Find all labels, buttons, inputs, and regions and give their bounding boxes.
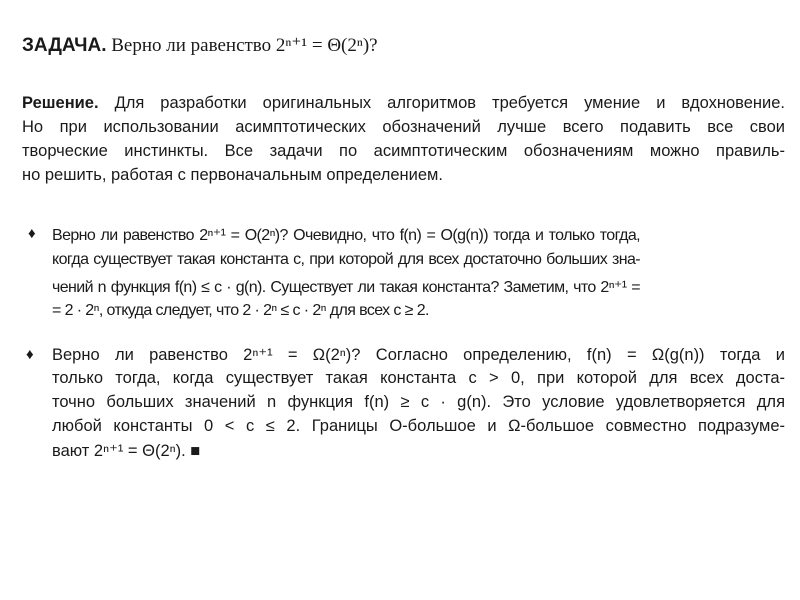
bullet2-line-2: только тогда, когда существует такая константа c > 0, при которой для всех доста- bbox=[52, 369, 785, 387]
solution-label: Решение. bbox=[22, 94, 99, 112]
solution-line-1 bbox=[22, 94, 785, 113]
solution-line-3: творческие инстинкты. Все задачи по асимптотическим обозначениям можно правиль- bbox=[22, 142, 785, 160]
diamond-bullet-icon: ♦ bbox=[26, 347, 34, 363]
task-label: ЗАДАЧА. bbox=[22, 35, 107, 56]
solution-line-4: но решить, работая с первоначальным определением. bbox=[22, 166, 443, 184]
solution-line-2: Но при использовании асимптотических обозначений лучше всего подавить все свои bbox=[22, 118, 785, 136]
bullet1-line-1: Верно ли равенство 2ⁿ⁺¹ = O(2ⁿ)? Очевидно, что f(n) = O(g(n)) тогда и только тогда, bbox=[52, 227, 640, 244]
bullet2-line-3: точно больших значений n функция f(n) ≥ c · g(n). Это условие удовлетворяется для bbox=[52, 393, 785, 411]
bullet1-line-4: = 2 · 2ⁿ, откуда следует, что 2 · 2ⁿ ≤ c · 2ⁿ для всех c ≥ 2. bbox=[52, 302, 429, 319]
solution-text: Для разработки оригинальных алгоритмов требуется умение и вдохновение. bbox=[114, 94, 785, 112]
bullet2-line-1: Верно ли равенство 2ⁿ⁺¹ = Ω(2ⁿ)? Согласно определению, f(n) = Ω(g(n)) тогда и bbox=[52, 346, 785, 364]
task-text: Верно ли равенство 2ⁿ⁺¹ = Θ(2ⁿ)? bbox=[111, 35, 378, 56]
bullet1-line-3: чений n функция f(n) ≤ c · g(n). Существует ли такая константа? Заметим, что 2ⁿ⁺¹ = bbox=[52, 279, 640, 296]
bullet1-line-2: когда существует такая константа c, при которой для всех достаточно больших зна- bbox=[52, 251, 640, 268]
task-heading bbox=[22, 34, 378, 57]
bullet2-line-5: вают 2ⁿ⁺¹ = Θ(2ⁿ). ■ bbox=[52, 442, 201, 460]
diamond-bullet-icon: ♦ bbox=[28, 226, 36, 242]
bullet2-line-4: любой константы 0 < c ≤ 2. Границы O-большое и Ω-большое совместно подразуме- bbox=[52, 417, 785, 435]
